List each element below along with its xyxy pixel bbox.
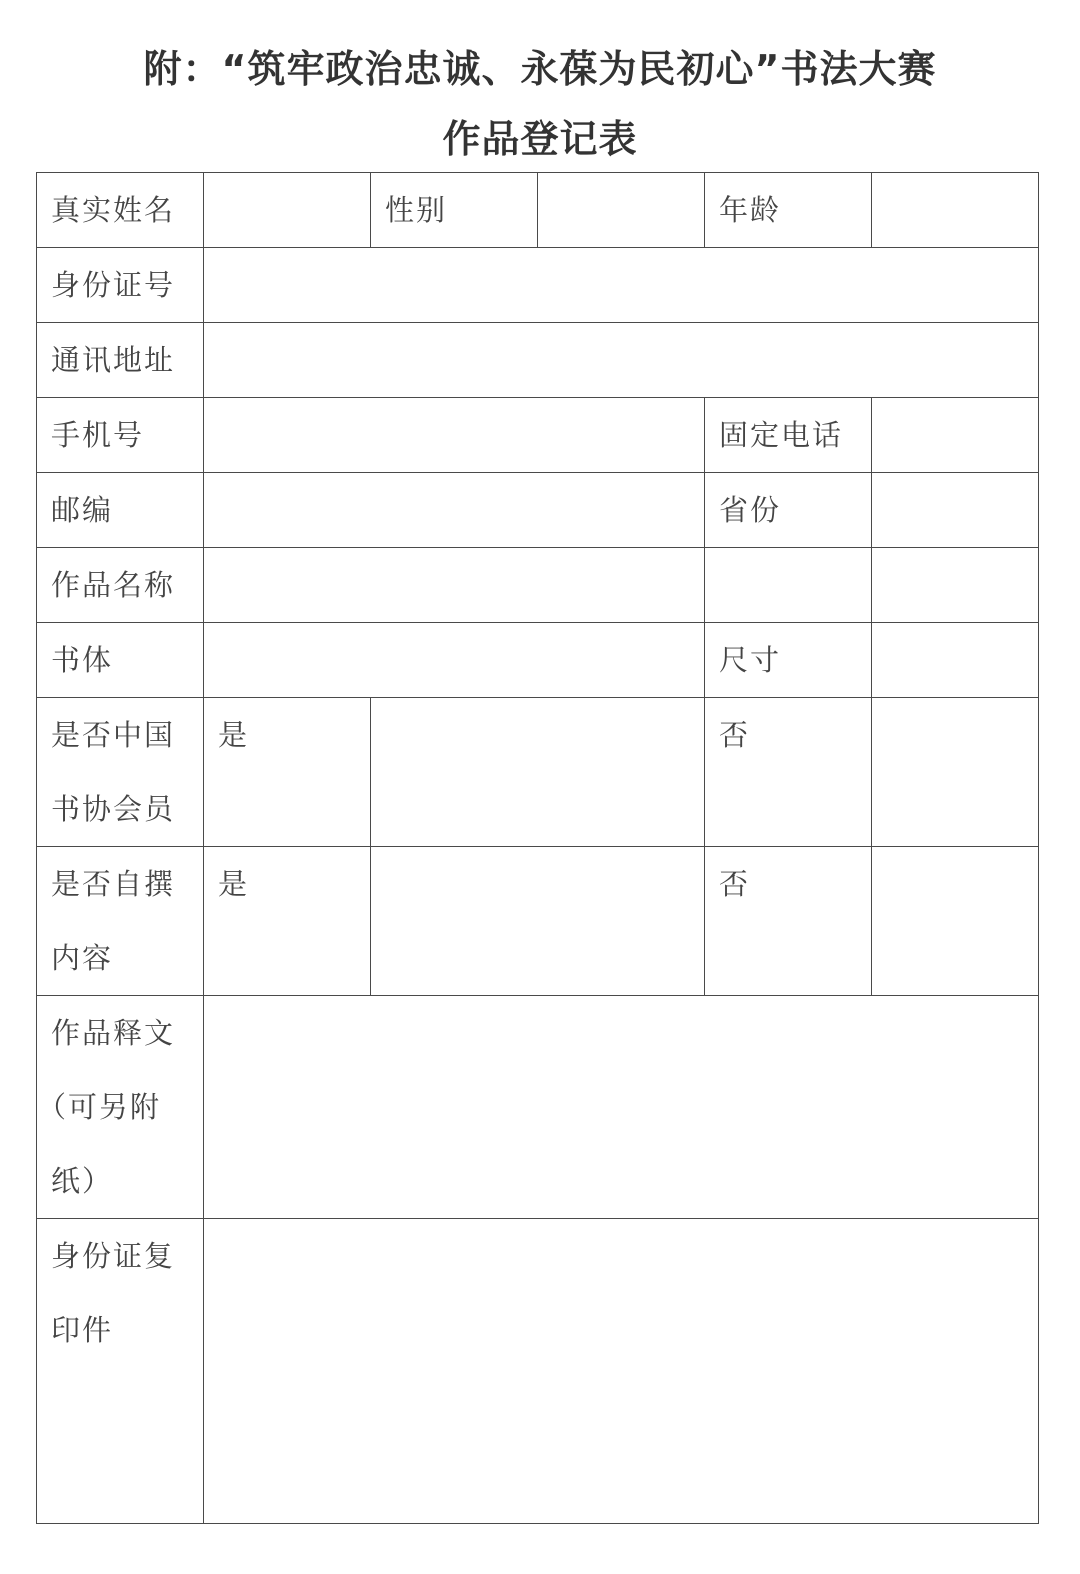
address-label: 通讯地址 (51, 343, 176, 377)
postcode-label: 邮编 (51, 493, 114, 527)
id-number-label: 身份证号 (51, 268, 176, 302)
member-no-label: 否 (719, 718, 751, 752)
id-copy-label-line1: 身份证复 (51, 1239, 176, 1273)
original-no-label: 否 (719, 867, 751, 901)
mobile-label: 手机号 (51, 418, 145, 452)
work-title-value-cell[interactable] (204, 548, 705, 623)
member-yes-value-cell[interactable] (371, 698, 705, 847)
original-label-cell (37, 847, 204, 996)
table-row (37, 1219, 1039, 1524)
member-label-cell (37, 698, 204, 847)
age-label: 年龄 (719, 193, 782, 227)
form-subtitle: 作品登记表 (442, 117, 638, 161)
transcript-label-cell (37, 996, 204, 1219)
province-label: 省份 (719, 493, 782, 527)
member-label-line2: 书协会员 (51, 792, 176, 826)
transcript-label-line3: 纸） (51, 1164, 114, 1198)
member-no-cell (705, 698, 872, 847)
table-row (37, 996, 1039, 1219)
size-label: 尺寸 (719, 643, 782, 677)
province-label-cell (705, 473, 872, 548)
table-row (37, 847, 1039, 996)
age-value-cell[interactable] (872, 173, 1039, 248)
script-style-label: 书体 (51, 643, 114, 677)
member-yes-cell (204, 698, 371, 847)
size-value-cell[interactable] (872, 623, 1039, 698)
original-no-cell (705, 847, 872, 996)
landline-value-cell[interactable] (872, 398, 1039, 473)
original-label-line2: 内容 (51, 941, 114, 975)
id-copy-value-cell[interactable] (204, 1219, 1039, 1524)
age-label-cell (705, 173, 872, 248)
original-yes-value-cell[interactable] (371, 847, 705, 996)
gender-value-cell[interactable] (538, 173, 705, 248)
transcript-label-line2: （可另附 (37, 1090, 162, 1124)
original-no-value-cell[interactable] (872, 847, 1039, 996)
id-number-value-cell[interactable] (204, 248, 1039, 323)
name-value-cell[interactable] (204, 173, 371, 248)
name-label: 真实姓名 (51, 193, 176, 227)
member-no-value-cell[interactable] (872, 698, 1039, 847)
form-title: 附：“筑牢政治忠诚、永葆为民初心”书法大赛 (143, 47, 937, 91)
gender-label: 性别 (385, 193, 448, 227)
original-yes-cell (204, 847, 371, 996)
member-yes-label: 是 (218, 718, 250, 752)
province-value-cell[interactable] (872, 473, 1039, 548)
original-yes-label: 是 (218, 867, 250, 901)
work-title-label: 作品名称 (51, 568, 176, 602)
mobile-value-cell[interactable] (204, 398, 705, 473)
postcode-value-cell[interactable] (204, 473, 705, 548)
id-copy-label-cell (37, 1219, 204, 1524)
id-copy-label-line2: 印件 (51, 1313, 114, 1347)
registration-form-table (36, 172, 1039, 1524)
landline-label: 固定电话 (719, 418, 844, 452)
transcript-label-line1: 作品释文 (51, 1016, 176, 1050)
gender-label-cell (371, 173, 538, 248)
empty-value-cell[interactable] (872, 548, 1039, 623)
table-row (37, 698, 1039, 847)
original-label-line1: 是否自撰 (51, 867, 176, 901)
transcript-value-cell[interactable] (204, 996, 1039, 1219)
address-value-cell[interactable] (204, 323, 1039, 398)
member-label-line1: 是否中国 (51, 718, 176, 752)
